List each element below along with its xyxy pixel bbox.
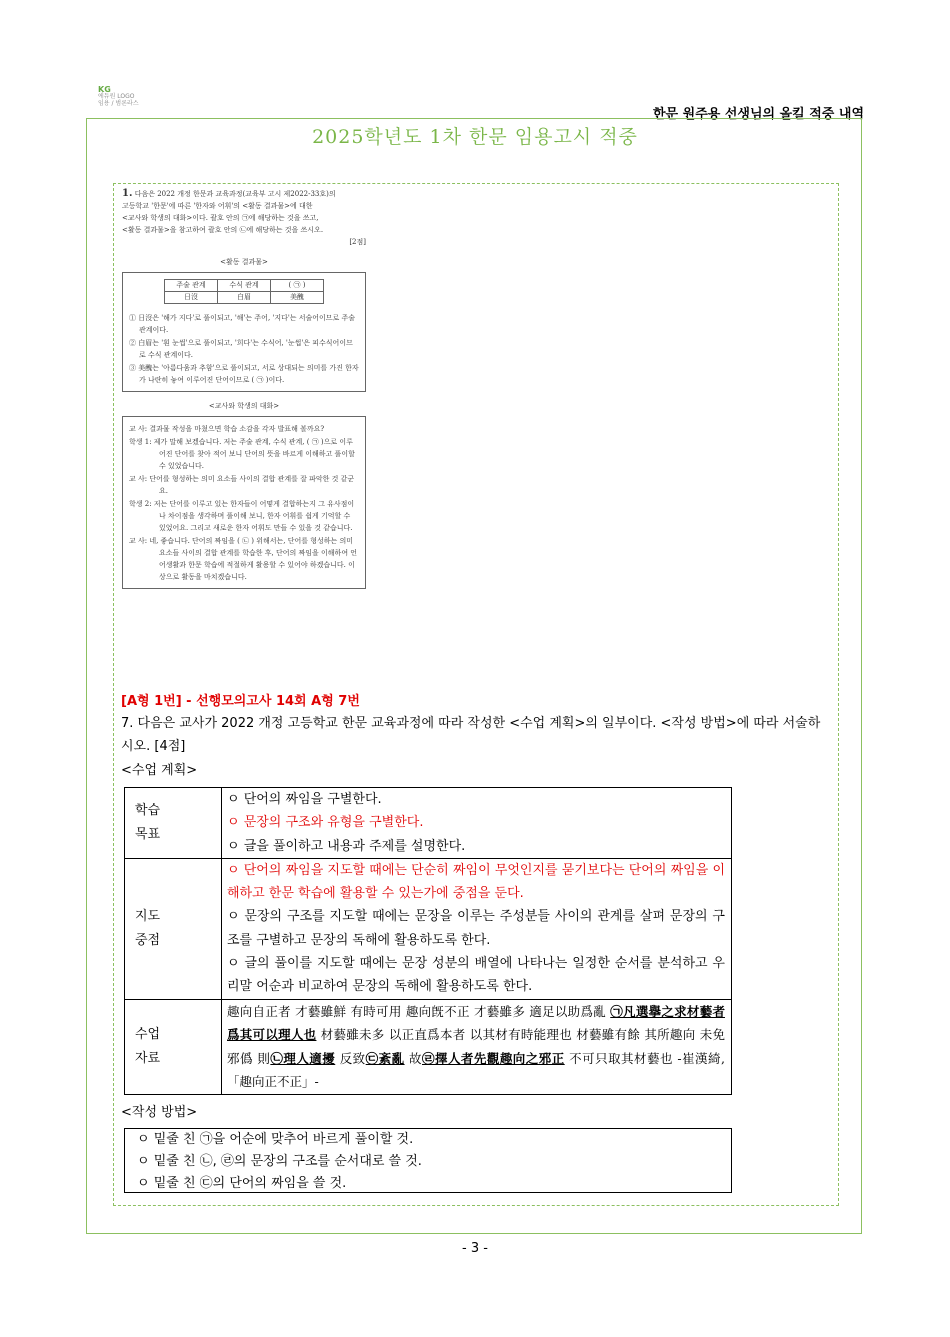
dialog-line: 교 사: 결과물 작성을 마쳤으면 학습 소감을 각자 발표해 볼까요? [129,425,325,433]
goal-cell [222,788,732,859]
header-text: 목표 [135,826,161,842]
mini-table-cell: 美醜 [271,292,324,304]
original-question-line: 다음은 2022 개정 한문과 교육과정(교육부 고시 제2022-33호)의 [134,190,336,198]
classical-chinese-passage [227,1000,725,1094]
dialog-line: 교 사: 네, 좋습니다. 단어의 짜임을 ( ㉡ ) 위해서는, 단어를 형성하는 의미 요소들 사이의 결합 관계를 학습한 후, 단어의 짜임을 이해하여 언어생활과 한문 학습에 적절하게 활용할 수 있어야 하겠습니다. 이상으로 활동을 마치겠습니다. [129,537,358,581]
underlined-phrase-b: ㉡理人適擾 [270,1050,336,1066]
page-number: - 3 - [462,1241,488,1256]
focus-item: ㅇ 글의 풀이를 지도할 때에는 문장 성분의 배열에 나타나는 일정한 순서를 분석하고 우리말 어순과 비교하여 문장의 독해에 활용하도록 한다. [227,956,725,995]
dialog-line: 학생 2: 저는 단어를 이루고 있는 한자들이 어떻게 결합하는지 그 유사점이나 차이점을 생각하며 풀이해 보니, 한자 어휘를 쉽게 기억할 수 있었어요. 그리고 새로운 한자 어휘도 만들 수 있을 것 같습니다. [129,500,355,532]
header-text: 수업 [135,1026,161,1042]
focus-item: ㅇ 문장의 구조를 지도할 때에는 문장을 이루는 주성분들 사이의 관계를 살펴 문장의 구조를 구별하고 문장의 독해에 활용하도록 한다. [227,909,725,948]
focus-item-highlighted: ㅇ 단어의 짜임을 지도할 때에는 단순히 짜임이 무엇인지를 묻기보다는 단어의 짜임을 이해하고 한문 학습에 활용할 수 있는가에 중점을 둔다. [227,862,725,902]
focus-header [125,858,222,999]
header-text: 지도 [135,908,161,924]
result-item: ① 日沒은 '해가 지다'로 풀이되고, '해'는 주어, '지다'는 서술어이므로 주술 관계이다. [129,314,356,334]
mini-table-cell: 白眉 [218,292,271,304]
passage-text: 材藝雖未多 以正直爲本者 以其材有時能理也 材藝雖有餘 其所趣向 未免邪僞 則 [227,1027,725,1066]
goal-header [125,788,222,859]
header-text: 중점 [135,932,161,948]
word-structure-table [164,279,324,304]
mini-table-cell: 日沒 [165,292,218,304]
logo-line-2: 임용 / 범론라스 [98,100,139,107]
passage-text: 反致 [335,1050,366,1066]
source-reference: [A형 1번] - 선행모의고사 14회 A형 7번 [121,694,360,709]
teacher-student-dialog-box [122,416,366,589]
passage-text: 故 [404,1050,422,1066]
table-row [125,788,732,859]
underlined-phrase-a: ㉠凡選擧之求材藝者 爲其可以理人也 [227,1003,725,1043]
underlined-phrase-d: ㉣擇人者先觀趣向之邪正 [422,1050,565,1066]
lesson-plan-table [124,787,732,1095]
header-subtitle: 한문 원주용 선생님의 올킬 적중 내역 [653,107,864,122]
table-row [125,999,732,1094]
table-row [125,858,732,999]
logo-brand: KG [98,85,111,94]
passage-text: 趣向自正者 才藝雖鮮 有時可用 趣向旣不正 才藝雖多 適足以助爲亂 [227,1003,611,1019]
original-exam-question [122,188,366,589]
goal-item: ㅇ 단어의 짜임을 구별한다. [227,792,382,807]
dialog-caption: <교사와 학생의 대화> [208,402,280,410]
mini-table-cell: 수식 관계 [218,280,271,292]
original-question-number: 1. [122,188,133,199]
page-title: 2025학년도 1차 한문 임용고시 적중 [312,126,638,148]
result-item: ② 白眉는 '흰 눈썹'으로 풀이되고, '희다'는 수식어, '눈썹'은 피수식어이므로 수식 관계이다. [129,339,353,359]
mini-table-cell: ( ㉠ ) [271,280,324,292]
original-question-points: [2점] [349,238,366,246]
goal-item-highlighted: ㅇ 문장의 구조와 유형을 구별한다. [227,815,424,831]
focus-cell [222,858,732,999]
original-question-line: 고등학교 '한문'에 따른 '한자와 어휘'의 <활동 결과물>에 대한 [122,202,313,210]
lesson-plan-label: <수업 계획> [121,763,198,778]
dialog-line: 학생 1: 제가 말해 보겠습니다. 저는 주술 관계, 수식 관계, ( ㉠ )으로 이루어진 단어를 찾아 적어 보니 단어의 뜻을 바르게 이해하고 풀이할 수 있었습니다. [129,438,355,470]
method-item: ㅇ 밑줄 친 ㉠을 어순에 맞추어 바르게 풀이할 것. [137,1132,414,1147]
mini-table-cell: 주술 관계 [165,280,218,292]
logo-line-1: 에듀원 LOGO [98,93,135,100]
original-question-line: <교사와 학생의 대화>이다. 괄호 안의 ㉠에 해당하는 것을 쓰고, [122,214,319,222]
material-header [125,999,222,1094]
material-cell [222,999,732,1094]
writing-method-box [124,1128,732,1193]
header-text: 학습 [135,802,161,818]
underlined-phrase-c: ㉢紊亂 [365,1050,405,1066]
passage-text: 不可只取其材藝也 -崔漢綺, 「趣向正不正」- [227,1050,725,1090]
original-question-intro [122,188,366,236]
activity-result-box [122,272,366,392]
original-question-line: <활동 결과물>을 참고하여 괄호 안의 ㉡에 해당하는 것을 쓰시오. [122,226,324,234]
header-text: 자료 [135,1050,161,1066]
writing-method-label: <작성 방법> [121,1105,198,1120]
method-item: ㅇ 밑줄 친 ㉡, ㉣의 문장의 구조를 순서대로 쓸 것. [137,1154,422,1169]
publisher-logo [98,86,139,107]
dialog-line: 교 사: 단어를 형성하는 의미 요소들 사이의 결합 관계를 잘 파악한 것 같군요. [129,475,355,495]
goal-item: ㅇ 글을 풀이하고 내용과 주제를 설명한다. [227,838,466,854]
result-item: ③ 美醜는 '아름다움과 추함'으로 풀이되고, 서로 상대되는 의미를 가진 한자가 나란히 놓여 이루어진 단어이므로 ( ㉠ )이다. [129,364,359,384]
activity-result-caption: <활동 결과물> [220,258,268,266]
method-item: ㅇ 밑줄 친 ㉢의 단어의 짜임을 쓸 것. [137,1176,347,1191]
question-prompt: 7. 다음은 교사가 2022 개정 고등학교 한문 교육과정에 따라 작성한 <수업 계획>의 일부이다. <작성 방법>에 따라 서술하시오. [4점] [121,716,821,754]
